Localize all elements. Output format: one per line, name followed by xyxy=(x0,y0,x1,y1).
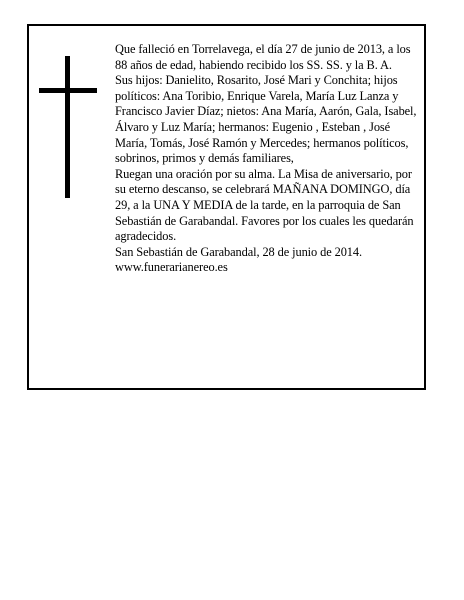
cross-vertical-bar xyxy=(65,56,70,198)
obituary-notice xyxy=(27,24,426,390)
death-announcement: Que falleció en Torrelavega, el día 27 de junio de 2013, a los 88 años de edad, habiendo recibido los SS. SS. y la B. A. xyxy=(115,42,411,72)
mass-announcement: Ruegan una oración por su alma. La Misa de aniversario, por su eterno descanso, se celebrará MAÑANA DOMINGO, día 29, a la UNA Y MEDIA de la tarde, en la parroquia de San Sebastián de Garabandal. Favores por los cuales les quedarán agradecidos. xyxy=(115,166,414,244)
place-and-date: San Sebastián de Garabandal, 28 de junio de 2014. xyxy=(115,244,362,259)
notice-text xyxy=(115,42,421,276)
cross-icon xyxy=(39,56,97,198)
family-list: Sus hijos: Danielito, Rosarito, José Mari y Conchita; hijos políticos: Ana Toribio, Enrique Varela, María Luz Lanza y Francisco Javier Díaz; nietos: Ana María, Aarón, Gala, Isabel, Álvaro y Luz María; hermanos: Eugenio , Esteban , José María, Tomás, José Ramón y Mercedes; hermanos políticos, sobrinos, primos y demás familiares, xyxy=(115,73,417,166)
cross-horizontal-bar xyxy=(39,88,97,93)
website: www.funerarianereo.es xyxy=(115,260,228,275)
